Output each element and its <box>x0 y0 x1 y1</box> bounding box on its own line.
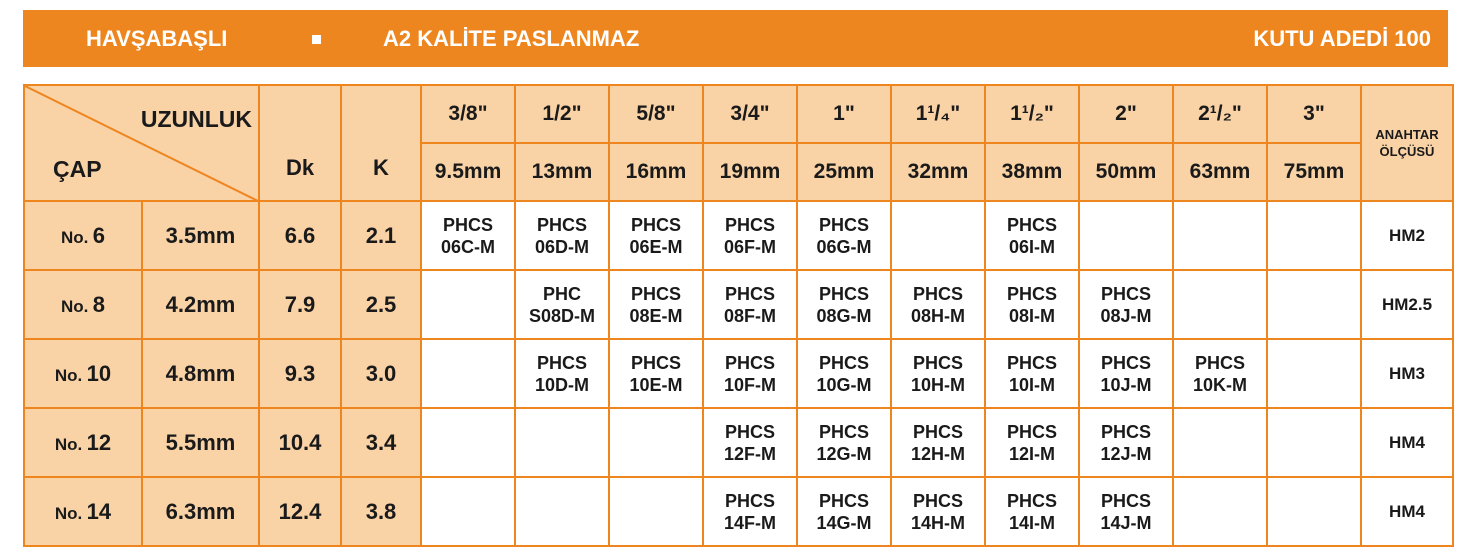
screw-number-prefix: No. <box>60 296 89 316</box>
product-code-cell <box>421 408 515 477</box>
product-code-line2: 06C-M <box>440 236 495 257</box>
product-code-line1: PHC <box>542 283 581 304</box>
product-code-line1: PHCS <box>442 214 493 235</box>
table-row <box>24 339 1453 408</box>
product-code-cell <box>1173 477 1267 546</box>
product-code-line1: PHCS <box>818 490 869 511</box>
product-code-line2: 06E-M <box>629 236 683 257</box>
length-mm-header: 75mm <box>1267 143 1361 201</box>
product-code-cell <box>609 270 703 339</box>
product-code-line2: 06F-M <box>723 236 776 257</box>
screw-number-value: 8 <box>92 291 106 317</box>
product-code-line1: PHCS <box>724 214 775 235</box>
length-inch-header: 2¹/₂" <box>1173 85 1267 143</box>
length-inch-header: 1" <box>797 85 891 143</box>
banner-box-quantity: KUTU ADEDİ 100 <box>1253 26 1431 51</box>
product-code-cell <box>1079 339 1173 408</box>
product-code-cell <box>515 408 609 477</box>
product-code-line2: 10E-M <box>629 374 683 395</box>
product-code-line2: 14H-M <box>910 512 965 533</box>
product-code-cell <box>1079 477 1173 546</box>
product-code-cell <box>703 339 797 408</box>
product-code-line2: 10I-M <box>1008 374 1055 395</box>
length-mm-header: 13mm <box>515 143 609 201</box>
product-code-line2: 12F-M <box>723 443 776 464</box>
k-value-cell: 3.4 <box>341 408 421 477</box>
product-code-line2: 08J-M <box>1100 305 1152 326</box>
product-code-cell <box>1173 408 1267 477</box>
key-size-cell: HM2.5 <box>1361 270 1453 339</box>
product-code-cell <box>1173 201 1267 270</box>
key-size-cell: HM2 <box>1361 201 1453 270</box>
product-code-cell <box>609 408 703 477</box>
product-code-line2: 12G-M <box>816 443 872 464</box>
product-code-line1: PHCS <box>536 352 587 373</box>
product-code-line1: PHCS <box>912 490 963 511</box>
key-size-cell: HM4 <box>1361 477 1453 546</box>
product-code-cell <box>703 270 797 339</box>
product-code-line2: 10F-M <box>723 374 776 395</box>
dk-value-cell: 9.3 <box>259 339 341 408</box>
product-code-cell <box>1267 477 1361 546</box>
product-code-line1: PHCS <box>1006 352 1057 373</box>
k-value-cell: 2.5 <box>341 270 421 339</box>
diameter-cell: 6.3mm <box>142 477 259 546</box>
product-code-line2: 06G-M <box>816 236 872 257</box>
key-size-header-line2: ÖLÇÜSÜ <box>1379 144 1435 159</box>
dk-value-cell: 10.4 <box>259 408 341 477</box>
uzunluk-label: UZUNLUK <box>140 106 252 132</box>
product-code-line2: 14F-M <box>723 512 776 533</box>
product-code-cell <box>797 201 891 270</box>
length-mm-header: 63mm <box>1173 143 1267 201</box>
corner-diagonal <box>25 86 259 201</box>
product-code-line1: PHCS <box>1006 283 1057 304</box>
product-code-line1: PHCS <box>724 283 775 304</box>
product-code-cell <box>421 477 515 546</box>
product-code-line1: PHCS <box>1100 421 1151 442</box>
product-code-cell <box>703 201 797 270</box>
product-code-line2: 14I-M <box>1008 512 1055 533</box>
k-value-cell: 3.8 <box>341 477 421 546</box>
diameter-cell: 5.5mm <box>142 408 259 477</box>
product-code-cell <box>985 270 1079 339</box>
dk-value-cell: 7.9 <box>259 270 341 339</box>
length-inch-header: 5/8" <box>609 85 703 143</box>
product-code-line1: PHCS <box>912 283 963 304</box>
table-row <box>24 201 1453 270</box>
diameter-cell: 4.8mm <box>142 339 259 408</box>
product-code-cell <box>515 477 609 546</box>
product-code-cell <box>421 339 515 408</box>
product-code-cell <box>797 408 891 477</box>
product-code-cell <box>891 339 985 408</box>
dk-value-cell: 6.6 <box>259 201 341 270</box>
product-code-line1: PHCS <box>630 214 681 235</box>
product-code-line1: PHCS <box>536 214 587 235</box>
product-code-line1: PHCS <box>818 214 869 235</box>
length-mm-header: 38mm <box>985 143 1079 201</box>
length-mm-header: 25mm <box>797 143 891 201</box>
dk-value-cell: 12.4 <box>259 477 341 546</box>
length-inch-header: 3/8" <box>421 85 515 143</box>
product-code-line2: 08G-M <box>816 305 872 326</box>
product-code-line2: 12J-M <box>1100 443 1152 464</box>
product-code-line2: 10K-M <box>1192 374 1247 395</box>
product-code-line1: PHCS <box>818 421 869 442</box>
header-row-inch <box>24 85 1453 143</box>
product-code-line1: PHCS <box>912 352 963 373</box>
product-code-cell <box>421 270 515 339</box>
screw-number-value: 12 <box>86 429 112 455</box>
product-code-line2: 10D-M <box>534 374 589 395</box>
product-code-line1: PHCS <box>724 352 775 373</box>
diameter-cell: 3.5mm <box>142 201 259 270</box>
product-code-line2: 06D-M <box>534 236 589 257</box>
screw-number-cell <box>24 201 142 270</box>
product-code-cell <box>1079 270 1173 339</box>
title-banner <box>23 10 1448 67</box>
product-code-line1: PHCS <box>630 283 681 304</box>
key-size-cell: HM4 <box>1361 408 1453 477</box>
length-mm-header: 19mm <box>703 143 797 201</box>
length-inch-header: 2" <box>1079 85 1173 143</box>
product-code-line2: 10G-M <box>816 374 872 395</box>
table-row <box>24 408 1453 477</box>
product-code-line1: PHCS <box>630 352 681 373</box>
product-code-cell <box>609 201 703 270</box>
product-code-cell <box>1079 201 1173 270</box>
product-code-cell <box>891 270 985 339</box>
product-code-cell <box>985 408 1079 477</box>
product-code-line1: PHCS <box>1100 352 1151 373</box>
screw-number-prefix: No. <box>54 503 83 523</box>
key-size-header <box>1361 85 1453 201</box>
product-code-cell <box>985 477 1079 546</box>
product-code-line1: PHCS <box>1006 214 1057 235</box>
product-code-line2: 12I-M <box>1008 443 1055 464</box>
k-value-cell: 3.0 <box>341 339 421 408</box>
key-size-header-line1: ANAHTAR <box>1375 127 1439 142</box>
screw-number-cell <box>24 270 142 339</box>
product-code-cell <box>797 270 891 339</box>
banner-separator-square <box>312 35 321 44</box>
k-value-cell: 2.1 <box>341 201 421 270</box>
product-code-line2: 10J-M <box>1100 374 1152 395</box>
product-code-line1: PHCS <box>724 421 775 442</box>
product-code-line2: 08H-M <box>910 305 965 326</box>
product-code-cell <box>1267 339 1361 408</box>
product-code-cell <box>891 477 985 546</box>
product-code-cell <box>703 408 797 477</box>
length-inch-header: 1/2" <box>515 85 609 143</box>
dk-header: Dk <box>259 85 341 201</box>
product-code-line2: S08D-M <box>528 305 595 326</box>
product-code-cell <box>515 339 609 408</box>
product-code-cell <box>797 477 891 546</box>
product-code-line2: 14G-M <box>816 512 872 533</box>
length-mm-header: 9.5mm <box>421 143 515 201</box>
product-code-line2: 08I-M <box>1008 305 1055 326</box>
product-code-cell <box>703 477 797 546</box>
screw-number-prefix: No. <box>60 227 89 247</box>
screw-number-cell <box>24 408 142 477</box>
product-code-cell <box>985 339 1079 408</box>
length-inch-header: 3/4" <box>703 85 797 143</box>
table-row <box>24 270 1453 339</box>
product-code-cell <box>1267 270 1361 339</box>
screw-number-prefix: No. <box>54 365 83 385</box>
product-code-cell <box>1173 339 1267 408</box>
banner-material: A2 KALİTE PASLANMAZ <box>383 26 640 51</box>
product-code-line1: PHCS <box>724 490 775 511</box>
product-code-line2: 06I-M <box>1008 236 1055 257</box>
product-code-line2: 08F-M <box>723 305 776 326</box>
length-mm-header: 32mm <box>891 143 985 201</box>
length-inch-header: 1¹/₄" <box>891 85 985 143</box>
product-code-line1: PHCS <box>818 352 869 373</box>
banner-head-type: HAVŞABAŞLI <box>86 26 228 51</box>
screw-number-value: 14 <box>86 498 112 524</box>
product-code-line2: 14J-M <box>1100 512 1152 533</box>
product-code-cell <box>609 339 703 408</box>
product-code-cell <box>1079 408 1173 477</box>
product-code-line1: PHCS <box>1006 490 1057 511</box>
product-code-line1: PHCS <box>1100 490 1151 511</box>
length-inch-header: 3" <box>1267 85 1361 143</box>
product-code-line1: PHCS <box>912 421 963 442</box>
product-code-line2: 10H-M <box>910 374 965 395</box>
corner-header <box>24 85 259 201</box>
product-code-line2: 08E-M <box>629 305 683 326</box>
product-code-cell <box>1267 201 1361 270</box>
length-mm-header: 50mm <box>1079 143 1173 201</box>
product-code-cell <box>985 201 1079 270</box>
product-code-cell <box>609 477 703 546</box>
product-code-cell <box>891 201 985 270</box>
product-code-cell <box>797 339 891 408</box>
screw-number-cell <box>24 477 142 546</box>
product-code-line2: 12H-M <box>910 443 965 464</box>
product-table <box>23 84 1454 547</box>
screw-number-value: 6 <box>92 222 106 248</box>
length-inch-header: 1¹/₂" <box>985 85 1079 143</box>
screw-number-prefix: No. <box>54 434 83 454</box>
product-code-cell <box>891 408 985 477</box>
product-code-cell <box>515 270 609 339</box>
screw-number-cell <box>24 339 142 408</box>
product-code-cell <box>1267 408 1361 477</box>
k-header: K <box>341 85 421 201</box>
diameter-cell: 4.2mm <box>142 270 259 339</box>
product-code-cell <box>515 201 609 270</box>
product-code-line1: PHCS <box>1194 352 1245 373</box>
product-code-cell <box>1173 270 1267 339</box>
table-row <box>24 477 1453 546</box>
product-code-cell <box>421 201 515 270</box>
length-mm-header: 16mm <box>609 143 703 201</box>
cap-label: ÇAP <box>53 156 102 182</box>
key-size-cell: HM3 <box>1361 339 1453 408</box>
product-code-line1: PHCS <box>1100 283 1151 304</box>
product-code-line1: PHCS <box>1006 421 1057 442</box>
screw-number-value: 10 <box>86 360 112 386</box>
product-code-line1: PHCS <box>818 283 869 304</box>
